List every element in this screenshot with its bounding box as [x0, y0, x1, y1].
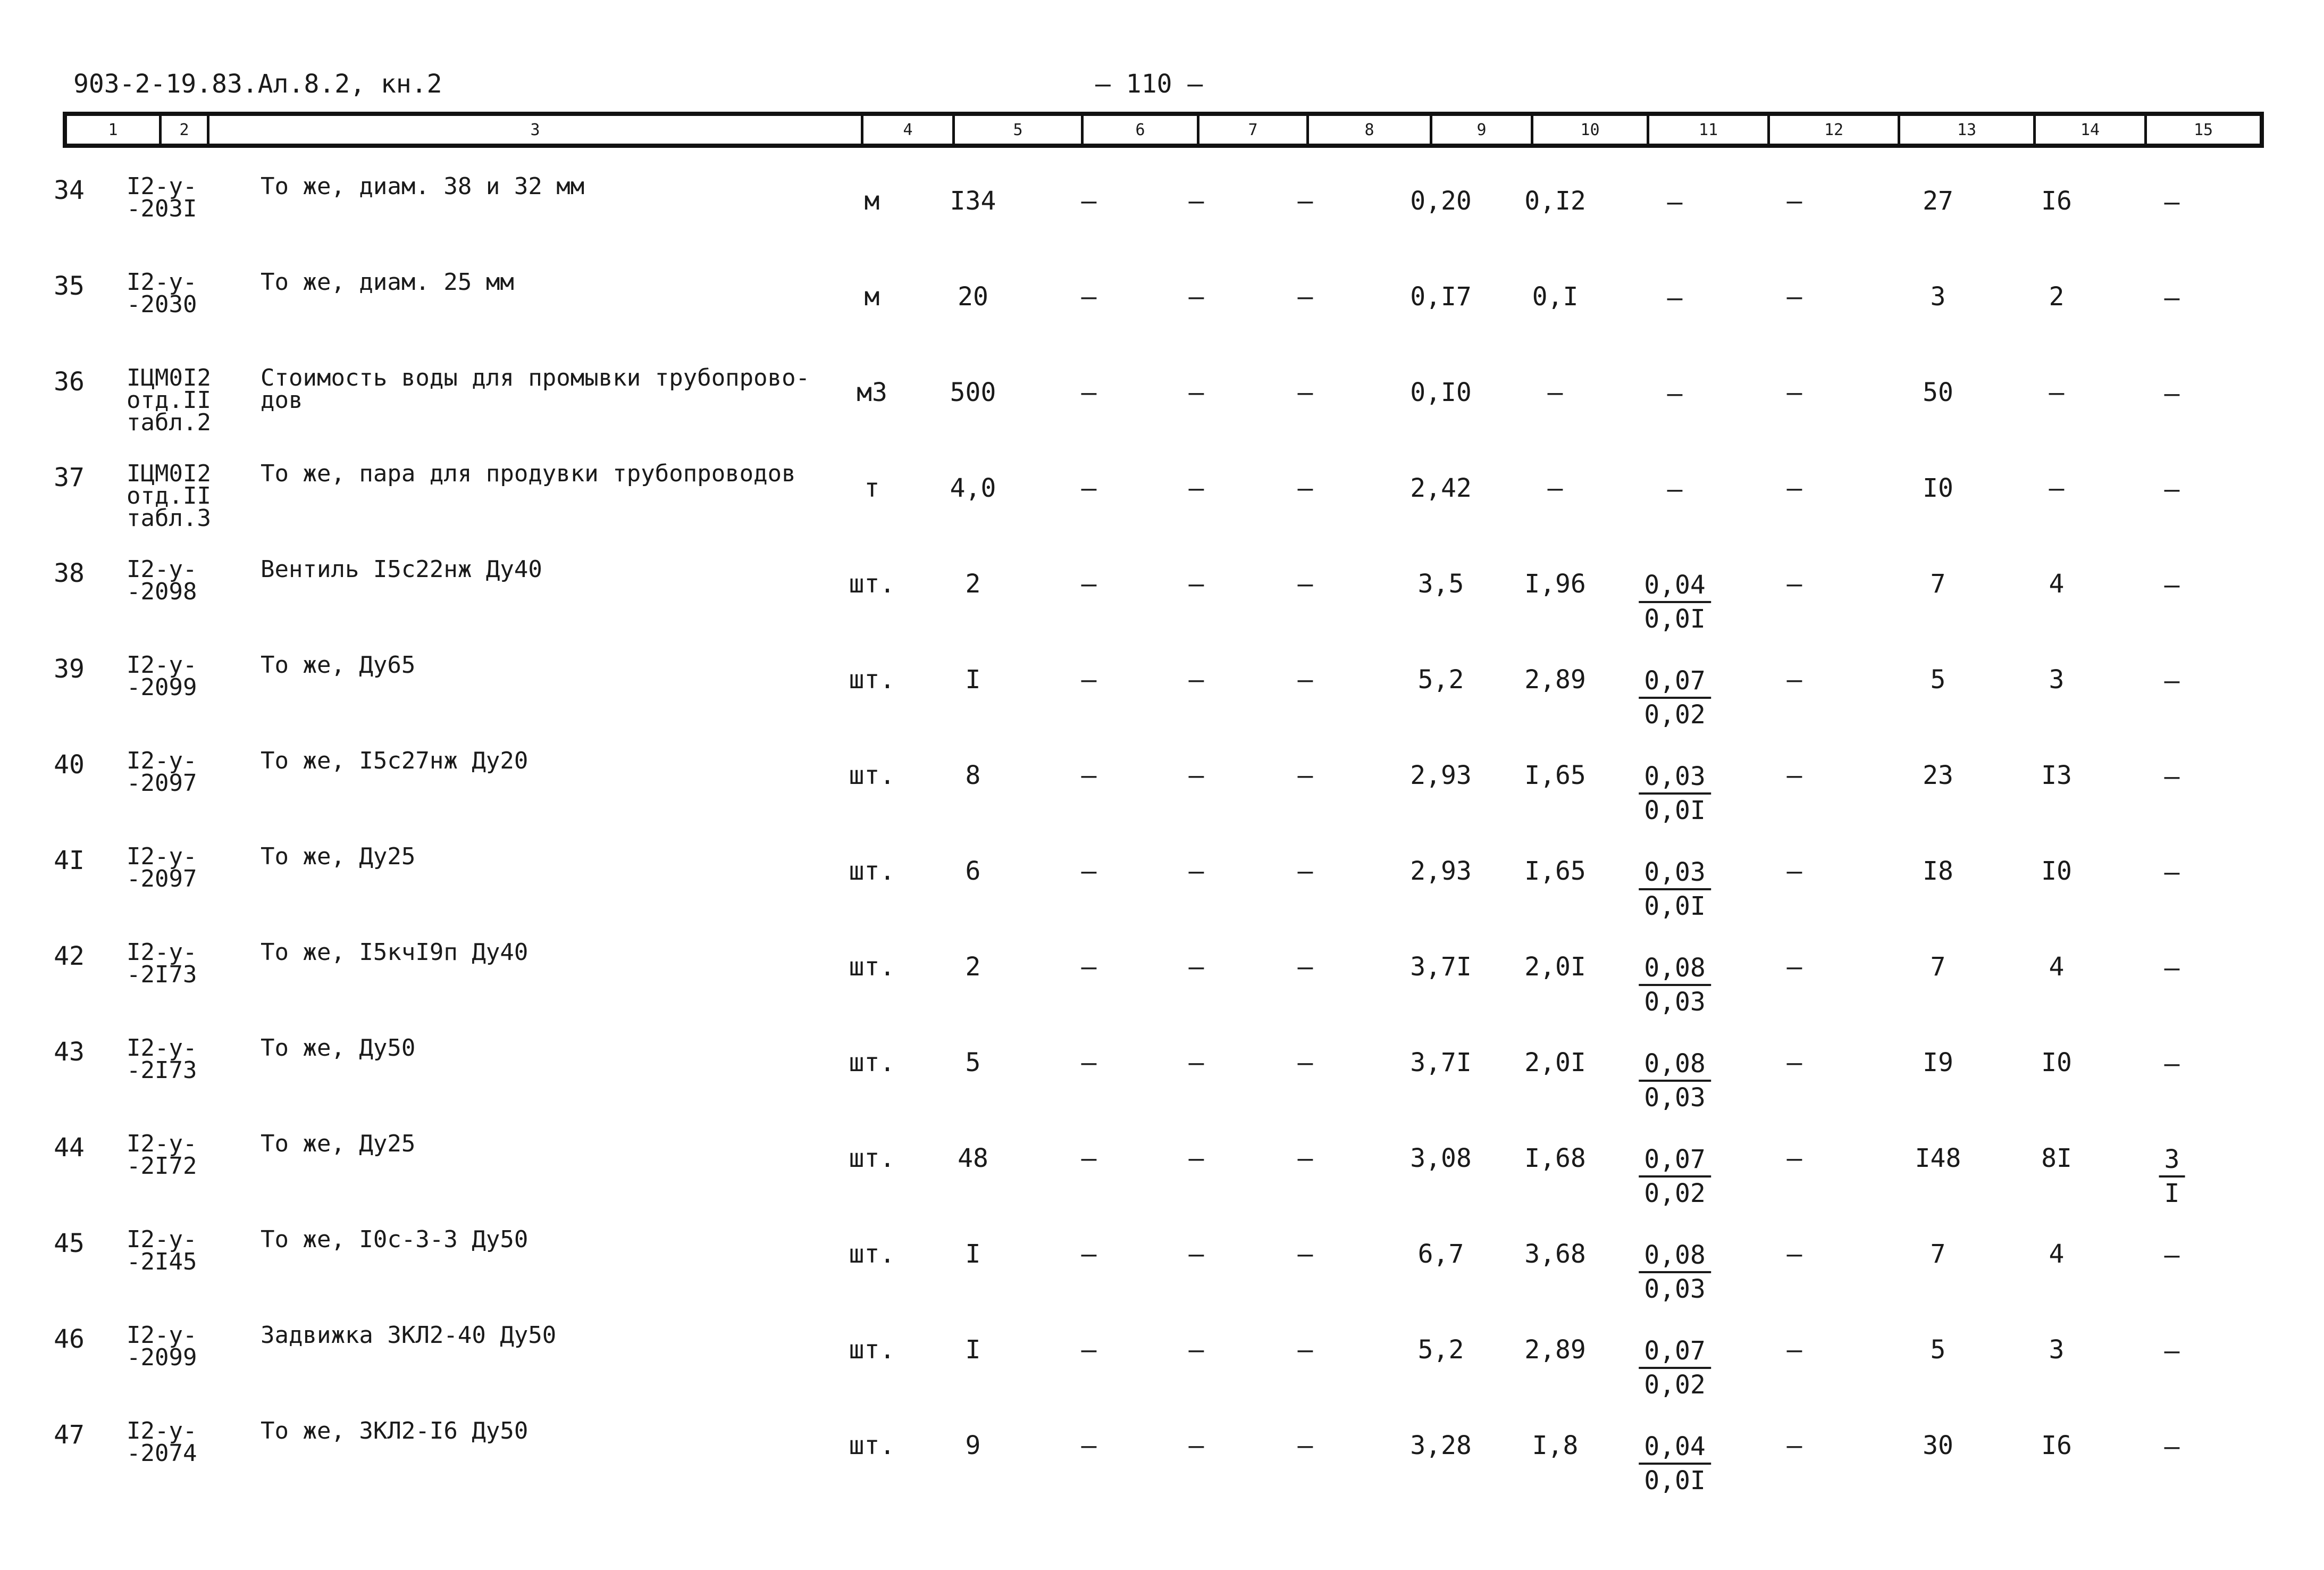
col-11-fraction: [1639, 1239, 1711, 1305]
col-12-value: –: [1786, 1048, 1802, 1078]
unit: шт.: [849, 952, 895, 982]
col-12-value: –: [1786, 186, 1802, 216]
col-7-value: –: [1188, 1143, 1204, 1173]
col-11-fraction: [1639, 569, 1711, 635]
col-9-value: 3,28: [1410, 1431, 1472, 1460]
column-header-2: 2: [162, 116, 209, 144]
col-7-value: –: [1188, 665, 1204, 695]
col-14-value: 3: [2049, 665, 2065, 695]
col-8-value: –: [1297, 952, 1313, 982]
col-8-value: –: [1297, 569, 1313, 599]
price-code: I2-у- -2I45: [127, 1226, 197, 1275]
price-code: I2-у- -2099: [127, 1322, 197, 1371]
item-name: То же, Ду50: [261, 1034, 416, 1062]
col-7-value: –: [1188, 282, 1204, 312]
price-code: I2-у- -2I72: [127, 1130, 197, 1180]
col-12-value: –: [1786, 569, 1802, 599]
col-9-value: 5,2: [1417, 1335, 1464, 1365]
col-15-numerator: –: [2164, 187, 2180, 217]
col-15-numerator: 3: [2159, 1143, 2185, 1178]
item-name: То же, I0с-3-3 Ду50: [261, 1226, 528, 1253]
row-number: 36: [54, 367, 85, 397]
col-11-denominator: 0,0I: [1644, 796, 1706, 825]
col-9-value: 3,5: [1417, 569, 1464, 599]
column-header-8: 8: [1309, 116, 1432, 144]
item-name: То же, Ду65: [261, 652, 416, 679]
column-header-7: 7: [1199, 116, 1309, 144]
item-name: То же, диам. 38 и 32 мм: [261, 173, 585, 200]
col-11-numerator: 0,03: [1639, 761, 1711, 795]
col-13-value: 23: [1923, 761, 1953, 790]
price-code: I2-у- -2097: [127, 843, 197, 892]
col-13-value: 3: [1930, 282, 1946, 312]
col-15-numerator: –: [2164, 1049, 2180, 1079]
col-7-value: –: [1188, 186, 1204, 216]
col-11-denominator: 0,0I: [1644, 604, 1706, 634]
col-8-value: –: [1297, 1143, 1313, 1173]
column-header-14: 14: [2036, 116, 2147, 144]
col-6-value: –: [1081, 186, 1097, 216]
col-6-value: –: [1081, 952, 1097, 982]
price-code: I2-у- -2099: [127, 652, 197, 701]
col-14-value: I0: [2041, 856, 2072, 886]
col-11-numerator: –: [1667, 283, 1683, 313]
quantity: 4,0: [950, 473, 996, 503]
col-11-numerator: 0,07: [1639, 1143, 1711, 1178]
col-15-numerator: –: [2164, 379, 2180, 408]
column-header-9: 9: [1432, 116, 1533, 144]
col-6-value: –: [1081, 1048, 1097, 1078]
col-10-value: –: [1547, 378, 1563, 407]
quantity: 500: [950, 378, 996, 407]
col-11-fraction: [1639, 1048, 1711, 1114]
price-code: I2-у- -203I: [127, 173, 197, 222]
col-9-value: 6,7: [1417, 1239, 1464, 1269]
table-row: [0, 745, 2324, 840]
col-13-value: 7: [1930, 569, 1946, 599]
column-header-3: 3: [209, 116, 863, 144]
quantity: I34: [950, 186, 996, 216]
quantity: 2: [965, 569, 981, 599]
table-row: [0, 1415, 2324, 1510]
col-11-fraction: [1639, 1431, 1711, 1497]
col-11-fraction: [1639, 856, 1711, 922]
col-11-numerator: 0,04: [1639, 1431, 1711, 1465]
col-11-fraction: [1639, 665, 1711, 731]
col-9-value: 0,I7: [1410, 282, 1472, 312]
unit: м: [864, 282, 880, 312]
col-11-denominator: 0,02: [1644, 700, 1706, 730]
col-8-value: –: [1297, 282, 1313, 312]
unit: шт.: [849, 569, 895, 599]
col-13-value: 27: [1923, 186, 1953, 216]
column-header-11: 11: [1649, 116, 1770, 144]
col-8-value: –: [1297, 665, 1313, 695]
table-row: [0, 1319, 2324, 1415]
unit: шт.: [849, 665, 895, 695]
col-11-fraction: [1639, 1143, 1711, 1209]
document-code: 903-2-19.83.Ал.8.2, кн.2: [73, 69, 442, 99]
unit: м3: [857, 378, 887, 407]
col-12-value: –: [1786, 1431, 1802, 1460]
row-number: 34: [54, 176, 85, 205]
col-14-value: 2: [2049, 282, 2065, 312]
col-15-fraction: [2159, 761, 2185, 792]
col-11-numerator: 0,07: [1639, 665, 1711, 699]
col-12-value: –: [1786, 665, 1802, 695]
col-12-value: –: [1786, 378, 1802, 407]
col-11-numerator: –: [1667, 379, 1683, 408]
col-10-value: 2,89: [1524, 665, 1586, 695]
item-name: То же, I5кчI9п Ду40: [261, 939, 528, 966]
col-7-value: –: [1188, 1335, 1204, 1365]
col-15-fraction: [2159, 952, 2185, 984]
col-7-value: –: [1188, 1431, 1204, 1460]
col-14-value: 8I: [2041, 1143, 2072, 1173]
col-15-fraction: [2159, 1143, 2185, 1209]
unit: шт.: [849, 1143, 895, 1173]
price-code: I2-у- -2030: [127, 269, 197, 318]
table-row: [0, 840, 2324, 936]
unit: шт.: [849, 1048, 895, 1078]
col-15-fraction: [2159, 856, 2185, 888]
col-15-fraction: [2159, 1431, 2185, 1463]
col-13-value: 7: [1930, 952, 1946, 982]
col-11-fraction: [1662, 282, 1688, 314]
col-8-value: –: [1297, 761, 1313, 790]
item-name: То же, пара для продувки трубопроводов: [261, 460, 796, 487]
col-13-value: 30: [1923, 1431, 1953, 1460]
col-15-fraction: [2159, 569, 2185, 601]
col-12-value: –: [1786, 1239, 1802, 1269]
row-number: 4I: [54, 846, 85, 875]
quantity: 20: [958, 282, 988, 312]
row-number: 44: [54, 1133, 85, 1163]
col-13-value: I9: [1923, 1048, 1953, 1078]
col-7-value: –: [1188, 952, 1204, 982]
col-8-value: –: [1297, 1048, 1313, 1078]
col-11-fraction: [1639, 761, 1711, 826]
col-10-value: 2,89: [1524, 1335, 1586, 1365]
row-number: 46: [54, 1324, 85, 1354]
quantity: 5: [965, 1048, 981, 1078]
col-13-value: I8: [1923, 856, 1953, 886]
col-15-fraction: [2159, 378, 2185, 410]
item-name: То же, Ду25: [261, 843, 416, 870]
price-code: I2-у- -2I73: [127, 939, 197, 988]
column-header-10: 10: [1533, 116, 1649, 144]
quantity: 8: [965, 761, 981, 790]
column-header-15: 15: [2193, 120, 2213, 139]
col-11-fraction: [1662, 186, 1688, 218]
quantity: I: [965, 1335, 981, 1365]
table-row: [0, 553, 2324, 649]
quantity: 2: [965, 952, 981, 982]
row-number: 37: [54, 463, 85, 492]
item-name: То же, I5с27нж Ду20: [261, 747, 528, 774]
col-11-denominator: 0,03: [1644, 1083, 1706, 1113]
quantity: 48: [958, 1143, 988, 1173]
col-10-value: I,8: [1532, 1431, 1579, 1460]
col-11-denominator: 0,02: [1644, 1179, 1706, 1208]
unit: шт.: [849, 761, 895, 790]
price-code: I2-у- -2098: [127, 556, 197, 605]
table-row: [0, 1128, 2324, 1223]
col-9-value: 2,42: [1410, 473, 1472, 503]
item-name: Задвижка ЗКЛ2-40 Ду50: [261, 1322, 557, 1349]
col-14-value: I6: [2041, 186, 2072, 216]
quantity: 9: [965, 1431, 981, 1460]
table-row: [0, 1032, 2324, 1128]
col-11-numerator: –: [1667, 474, 1683, 504]
col-11-numerator: –: [1667, 187, 1683, 217]
col-11-denominator: 0,0I: [1644, 891, 1706, 921]
col-14-value: I0: [2041, 1048, 2072, 1078]
table-row: [0, 649, 2324, 745]
col-14-value: 3: [2049, 1335, 2065, 1365]
unit: т: [864, 473, 880, 503]
row-number: 47: [54, 1420, 85, 1450]
row-number: 35: [54, 271, 85, 301]
col-7-value: –: [1188, 473, 1204, 503]
column-header-13: 13: [1900, 116, 2036, 144]
col-10-value: I,65: [1524, 856, 1586, 886]
col-11-numerator: 0,08: [1639, 952, 1711, 986]
col-11-denominator: 0,0I: [1644, 1466, 1706, 1496]
price-code: I2-у- -2097: [127, 747, 197, 797]
col-10-value: 0,I2: [1524, 186, 1586, 216]
col-6-value: –: [1081, 1239, 1097, 1269]
row-number: 38: [54, 558, 85, 588]
col-14-value: I3: [2041, 761, 2072, 790]
col-8-value: –: [1297, 378, 1313, 407]
col-9-value: 2,93: [1410, 761, 1472, 790]
col-9-value: 0,20: [1410, 186, 1472, 216]
column-header-5: 5: [955, 116, 1084, 144]
column-header-6: 6: [1084, 116, 1199, 144]
col-10-value: 2,0I: [1524, 952, 1586, 982]
price-code: I2-у- -2074: [127, 1417, 197, 1467]
col-6-value: –: [1081, 378, 1097, 407]
col-8-value: –: [1297, 186, 1313, 216]
col-15-fraction: [2159, 665, 2185, 697]
col-6-value: –: [1081, 473, 1097, 503]
col-6-value: –: [1081, 856, 1097, 886]
col-15-fraction: [2159, 1239, 2185, 1271]
col-10-value: I,65: [1524, 761, 1586, 790]
item-name: Стоимость воды для промывки трубопрово- дов: [261, 364, 810, 414]
col-8-value: –: [1297, 1431, 1313, 1460]
col-15-numerator: –: [2164, 1336, 2180, 1366]
table-row: [0, 266, 2324, 362]
col-14-value: I6: [2041, 1431, 2072, 1460]
col-11-denominator: 0,03: [1644, 987, 1706, 1017]
row-number: 45: [54, 1229, 85, 1258]
col-7-value: –: [1188, 1239, 1204, 1269]
col-15-numerator: –: [2164, 474, 2180, 504]
col-12-value: –: [1786, 952, 1802, 982]
col-10-value: 2,0I: [1524, 1048, 1586, 1078]
table-row: [0, 170, 2324, 266]
unit: м: [864, 186, 880, 216]
col-7-value: –: [1188, 761, 1204, 790]
col-13-value: 50: [1923, 378, 1953, 407]
col-11-numerator: 0,07: [1639, 1335, 1711, 1369]
col-6-value: –: [1081, 1335, 1097, 1365]
item-name: То же, диам. 25 мм: [261, 269, 514, 296]
col-11-numerator: 0,03: [1639, 856, 1711, 890]
row-number: 39: [54, 654, 85, 684]
col-10-value: 3,68: [1524, 1239, 1586, 1269]
table-row: [0, 457, 2324, 553]
unit: шт.: [849, 1335, 895, 1365]
col-15-numerator: –: [2164, 953, 2180, 983]
col-8-value: –: [1297, 856, 1313, 886]
page-number: — 110 —: [1095, 69, 1203, 99]
col-12-value: –: [1786, 282, 1802, 312]
col-12-value: –: [1786, 1335, 1802, 1365]
col-13-value: I48: [1915, 1143, 1961, 1173]
price-code: IЦМ0I2 отд.II табл.3: [127, 460, 211, 532]
col-15-fraction: [2159, 473, 2185, 505]
col-7-value: –: [1188, 856, 1204, 886]
col-8-value: –: [1297, 473, 1313, 503]
col-11-denominator: 0,03: [1644, 1274, 1706, 1304]
col-6-value: –: [1081, 1431, 1097, 1460]
unit: шт.: [849, 1431, 895, 1460]
column-header-4: 4: [863, 116, 955, 144]
col-10-value: 0,I: [1532, 282, 1579, 312]
col-7-value: –: [1188, 1048, 1204, 1078]
col-15-numerator: –: [2164, 666, 2180, 696]
col-12-value: –: [1786, 856, 1802, 886]
col-11-fraction: [1662, 378, 1688, 410]
col-6-value: –: [1081, 1143, 1097, 1173]
col-15-numerator: –: [2164, 762, 2180, 791]
unit: шт.: [849, 856, 895, 886]
col-15-fraction: [2159, 282, 2185, 314]
col-6-value: –: [1081, 282, 1097, 312]
col-6-value: –: [1081, 665, 1097, 695]
price-code: I2-у- -2I73: [127, 1034, 197, 1084]
col-15-numerator: –: [2164, 857, 2180, 887]
col-11-numerator: 0,04: [1639, 569, 1711, 603]
col-7-value: –: [1188, 569, 1204, 599]
col-9-value: 0,I0: [1410, 378, 1472, 407]
quantity: I: [965, 665, 981, 695]
col-11-numerator: 0,08: [1639, 1239, 1711, 1273]
col-6-value: –: [1081, 761, 1097, 790]
column-header-1: 1: [67, 116, 162, 144]
col-11-numerator: 0,08: [1639, 1048, 1711, 1082]
col-15-numerator: –: [2164, 570, 2180, 600]
unit: шт.: [849, 1239, 895, 1269]
table-row: [0, 362, 2324, 457]
col-15-fraction: [2159, 1335, 2185, 1367]
item-name: То же, ЗКЛ2-I6 Ду50: [261, 1417, 528, 1444]
col-9-value: 2,93: [1410, 856, 1472, 886]
col-10-value: I,68: [1524, 1143, 1586, 1173]
column-header-12: 12: [1770, 116, 1900, 144]
col-15-fraction: [2159, 1048, 2185, 1080]
col-14-value: –: [2049, 378, 2065, 407]
quantity: 6: [965, 856, 981, 886]
col-9-value: 3,08: [1410, 1143, 1472, 1173]
price-code: IЦМ0I2 отд.II табл.2: [127, 364, 211, 436]
col-10-value: I,96: [1524, 569, 1586, 599]
col-15-numerator: –: [2164, 1240, 2180, 1270]
table-row: [0, 1223, 2324, 1319]
col-14-value: 4: [2049, 569, 2065, 599]
row-number: 42: [54, 941, 85, 971]
col-12-value: –: [1786, 761, 1802, 790]
col-11-fraction: [1639, 952, 1711, 1018]
row-number: 43: [54, 1037, 85, 1067]
table-row: [0, 936, 2324, 1032]
col-7-value: –: [1188, 378, 1204, 407]
item-name: То же, Ду25: [261, 1130, 416, 1157]
col-11-fraction: [1662, 473, 1688, 505]
quantity: I: [965, 1239, 981, 1269]
col-11-denominator: 0,02: [1644, 1370, 1706, 1400]
col-15-numerator: –: [2164, 283, 2180, 313]
col-9-value: 3,7I: [1410, 1048, 1472, 1078]
item-name: Вентиль I5с22нж Ду40: [261, 556, 542, 583]
col-15-numerator: –: [2164, 1432, 2180, 1462]
col-14-value: 4: [2049, 952, 2065, 982]
col-12-value: –: [1786, 1143, 1802, 1173]
col-11-fraction: [1639, 1335, 1711, 1401]
column-number-header: [63, 112, 2264, 148]
col-13-value: 7: [1930, 1239, 1946, 1269]
col-6-value: –: [1081, 569, 1097, 599]
col-9-value: 5,2: [1417, 665, 1464, 695]
col-8-value: –: [1297, 1239, 1313, 1269]
col-9-value: 3,7I: [1410, 952, 1472, 982]
col-10-value: –: [1547, 473, 1563, 503]
col-13-value: 5: [1930, 665, 1946, 695]
col-14-value: –: [2049, 473, 2065, 503]
col-8-value: –: [1297, 1335, 1313, 1365]
col-12-value: –: [1786, 473, 1802, 503]
col-14-value: 4: [2049, 1239, 2065, 1269]
col-15-denominator: I: [2164, 1179, 2180, 1208]
col-13-value: I0: [1923, 473, 1953, 503]
col-15-fraction: [2159, 186, 2185, 218]
col-13-value: 5: [1930, 1335, 1946, 1365]
row-number: 40: [54, 750, 85, 780]
